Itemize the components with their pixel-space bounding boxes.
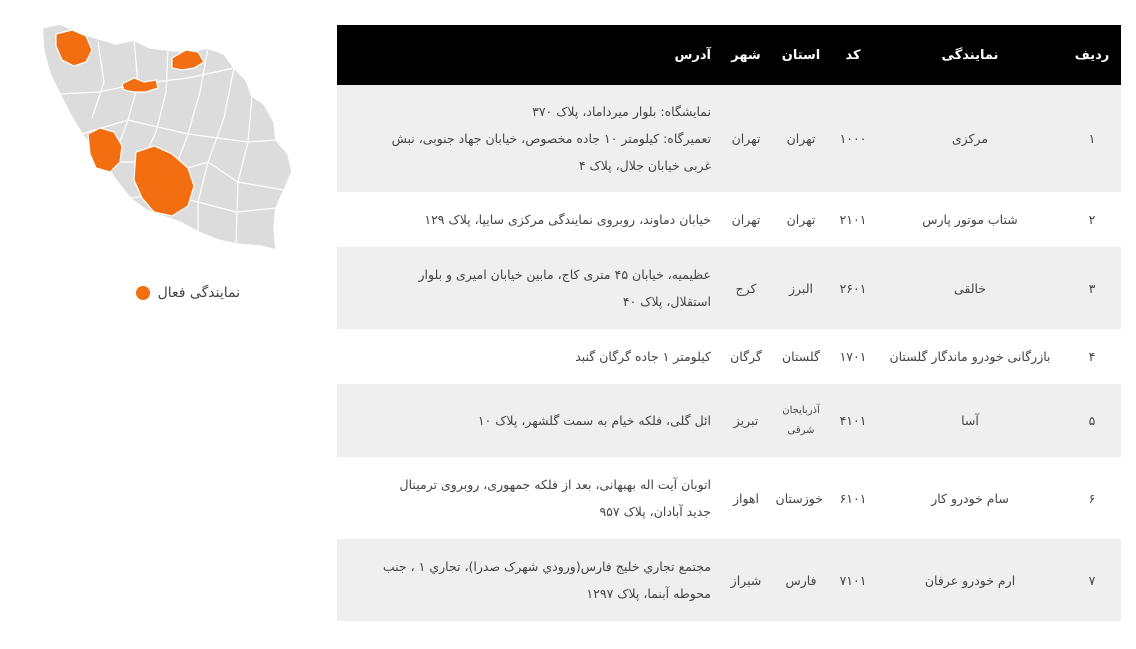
iran-provinces-map — [38, 22, 298, 254]
cell-code: ۱۷۰۱ — [839, 349, 867, 364]
cell-province: خوزستان — [775, 490, 823, 506]
table-header-row — [337, 25, 1121, 85]
address-line: اتوبان آیت اله بهبهانی، بعد از فلکه جمهوری، روبروی ترمینال — [399, 477, 711, 492]
cell-city: اهواز — [732, 490, 760, 506]
cell-address — [337, 457, 719, 539]
map-legend — [100, 282, 240, 304]
cell-address — [337, 384, 719, 457]
legend-active-dot-icon — [136, 286, 150, 300]
header-row-number: ردیف — [1074, 47, 1110, 63]
table-row — [337, 85, 1121, 192]
address-line: نمایشگاه: بلوار میرداماد، پلاک ۳۷۰ — [532, 104, 711, 119]
address-line: محوطه آبنما، پلاک ۱۲۹۷ — [586, 586, 711, 601]
header-address: آدرس — [674, 47, 711, 63]
address-line: عظیمیه، خیابان ۴۵ متری کاج، مابین خیابان امیری و بلوار — [418, 267, 711, 282]
cell-address — [337, 192, 719, 247]
address-line: مجتمع تجاري خليج فارس(ورودي شهرک صدرا)، تجاري ۱ ، جنب — [382, 559, 711, 574]
agencies-table — [337, 25, 1121, 621]
address-line: استقلال، پلاک ۴۰ — [622, 294, 711, 309]
cell-province: تهران — [786, 212, 816, 227]
table-row — [337, 329, 1121, 384]
cell-province: فارس — [785, 572, 817, 588]
cell-row-number: ۶ — [1088, 490, 1096, 506]
cell-agency: آسا — [961, 413, 979, 428]
legend-label: نمایندگی فعال — [157, 285, 240, 301]
cell-address — [337, 539, 719, 621]
cell-code: ۱۰۰۰ — [839, 131, 867, 146]
cell-code: ۴۱۰۱ — [839, 413, 867, 428]
cell-code: ۷۱۰۱ — [839, 572, 867, 588]
table-row — [337, 457, 1121, 539]
address-line: کیلومتر ۱ جاده گرگان گنبد — [575, 349, 711, 364]
cell-row-number: ۴ — [1088, 349, 1096, 364]
table-row — [337, 539, 1121, 621]
header-province: استان — [781, 47, 821, 63]
header-city: شهر — [731, 47, 761, 63]
cell-row-number: ۷ — [1088, 572, 1096, 588]
cell-row-number: ۱ — [1088, 131, 1096, 146]
cell-address — [337, 247, 719, 329]
cell-agency: خالقی — [953, 280, 987, 296]
cell-row-number: ۲ — [1088, 212, 1096, 227]
cell-code: ۲۱۰۱ — [839, 212, 867, 227]
cell-code: ۶۱۰۱ — [839, 490, 867, 506]
cell-city: تهران — [731, 212, 761, 227]
cell-city: تهران — [731, 131, 761, 146]
cell-province: البرز — [789, 280, 813, 296]
cell-city: شیراز — [730, 572, 762, 588]
address-line: تعمیرگاه: کیلومتر ۱۰ جاده مخصوص، خیابان جهاد جنوبی، نبش — [391, 131, 711, 146]
cell-address — [337, 329, 719, 384]
cell-city: گرگان — [730, 349, 762, 364]
header-agency: نمایندگی — [941, 47, 999, 63]
cell-agency: سام خودرو کار — [931, 490, 1009, 506]
cell-province: گلستان — [781, 349, 820, 364]
table-row — [337, 247, 1121, 329]
cell-agency: شتاب موتور پارس — [922, 212, 1018, 227]
address-line: غربی خیابان جلال، پلاک ۴ — [578, 158, 711, 173]
cell-agency: بازرگانی خودرو ماندگار گلستان — [889, 349, 1051, 364]
address-line: ائل گلی، فلکه خیام به سمت گلشهر، پلاک ۱۰ — [477, 413, 711, 428]
cell-province: تهران — [786, 131, 816, 146]
table-row — [337, 384, 1121, 457]
cell-address — [337, 85, 719, 192]
cell-code: ۲۶۰۱ — [839, 280, 867, 296]
address-line: خیابان دماوند، روبروی نمایندگی مرکزی سایپا، پلاک ۱۲۹ — [424, 212, 711, 227]
cell-agency: مرکزی — [951, 131, 989, 146]
cell-row-number: ۳ — [1088, 280, 1096, 296]
cell-agency: ارم خودرو عرفان — [924, 572, 1016, 588]
header-code: کد — [845, 47, 861, 63]
agencies-table-container — [337, 25, 1121, 621]
table-row — [337, 192, 1121, 247]
address-line: جدید آبادان، پلاک ۹۵۷ — [599, 504, 711, 519]
cell-row-number: ۵ — [1088, 413, 1096, 428]
cell-city: کرج — [735, 280, 757, 296]
cell-province: آذربایجان شرقی — [782, 404, 820, 436]
cell-city: تبریز — [733, 413, 759, 428]
